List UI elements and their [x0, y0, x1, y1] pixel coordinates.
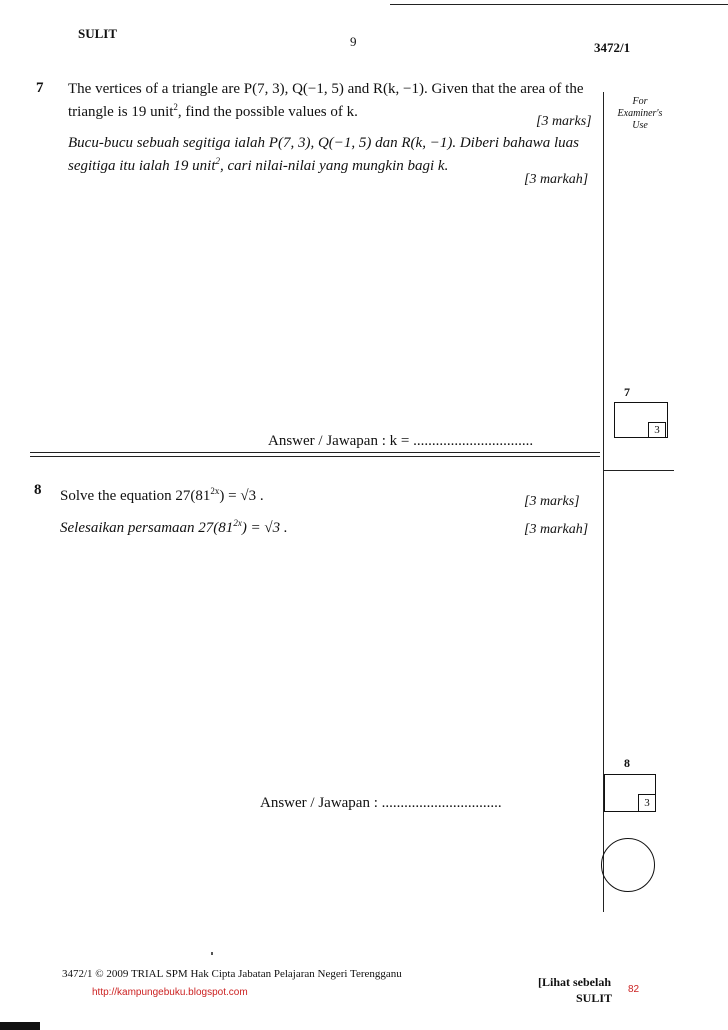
q7-en-line1: The vertices of a triangle are P(7, 3), Q(−1, 5) and R(k, −1). Given that the area of the: [68, 81, 584, 97]
footer-url-link[interactable]: http://kampungebuku.blogspot.com: [92, 987, 248, 998]
q7-my-line2-b: , cari nilai-nilai yang mungkin bagi k.: [220, 158, 449, 174]
q7-en-line2: [68, 98, 598, 121]
page-number: 9: [350, 34, 357, 49]
footer-copyright: 3472/1 © 2009 TRIAL SPM Hak Cipta Jabatan Pelajaran Negeri Terengganu: [62, 968, 402, 980]
q7-marks-en: [3 marks]: [536, 114, 592, 129]
header-sulit: SULIT: [78, 26, 118, 41]
q7-en-line2-b: , find the possible values of k.: [177, 104, 358, 120]
q8-en-a: Solve the equation 27(81: [60, 488, 211, 504]
q8-marks-en: [3 marks]: [524, 494, 580, 509]
q7-score-number: 7: [624, 385, 630, 399]
q8-my-b: ) = √3 .: [241, 520, 288, 536]
examiners-use-line1: For: [632, 96, 648, 107]
top-edge-line: [390, 4, 728, 5]
footer-lihat-sebelah: [Lihat sebelah: [538, 975, 612, 989]
q8-number: 8: [34, 482, 42, 498]
q7-answer-line: Answer / Jawapan : k = ................................: [268, 433, 534, 449]
q7-my-line2-a: segitiga itu ialah 19 unit: [68, 158, 216, 174]
q8-my-a: Selesaikan persamaan 27(81: [60, 520, 234, 536]
examiners-use-line3: Use: [632, 120, 648, 131]
q8-score-number: 8: [624, 756, 630, 770]
margin-separator: [604, 470, 674, 471]
q8-answer-line: Answer / Jawapan : ................................: [260, 795, 502, 811]
q7-marks-my: [3 markah]: [524, 172, 589, 187]
paper-code: 3472/1: [594, 40, 631, 55]
q7-malay-text: [68, 134, 598, 175]
q7-en-line2-a: triangle is 19 unit: [68, 104, 174, 120]
stray-mark: [211, 952, 213, 955]
q8-en-b: ) = √3 .: [219, 488, 264, 504]
q7-english-text: [68, 80, 598, 121]
q8-english-text: [60, 482, 264, 505]
q7-my-line2: [68, 152, 598, 175]
q7-my-line1: Bucu-bucu sebuah segitiga ialah P(7, 3), Q(−1, 5) dan R(k, −1). Diberi bahawa luas: [68, 135, 580, 151]
q7-number: 7: [36, 80, 44, 96]
q8-score-max-box: [638, 794, 656, 812]
q7-en-sup: 2: [173, 102, 178, 112]
q7-my-sup: 2: [215, 156, 221, 166]
q8-marks-my: [3 markah]: [524, 522, 589, 537]
q8-en-sup: 2x: [210, 486, 220, 496]
footer-sulit: SULIT: [576, 991, 613, 1005]
q8-malay-text: [60, 514, 288, 537]
scan-corner-mark: [0, 1022, 40, 1030]
examiners-use-line2: Examiner's: [617, 108, 663, 119]
examiners-use-label: [610, 96, 670, 132]
q7-score-max: 3: [654, 424, 660, 436]
question-separator-2: [30, 456, 600, 457]
q8-my-sup: 2x: [233, 518, 242, 528]
total-score-circle: [601, 838, 655, 892]
q7-score-max-box: [648, 422, 666, 438]
q8-score-max: 3: [644, 797, 650, 809]
question-separator-1: [30, 452, 600, 453]
footer-page-ref: 82: [628, 984, 640, 995]
